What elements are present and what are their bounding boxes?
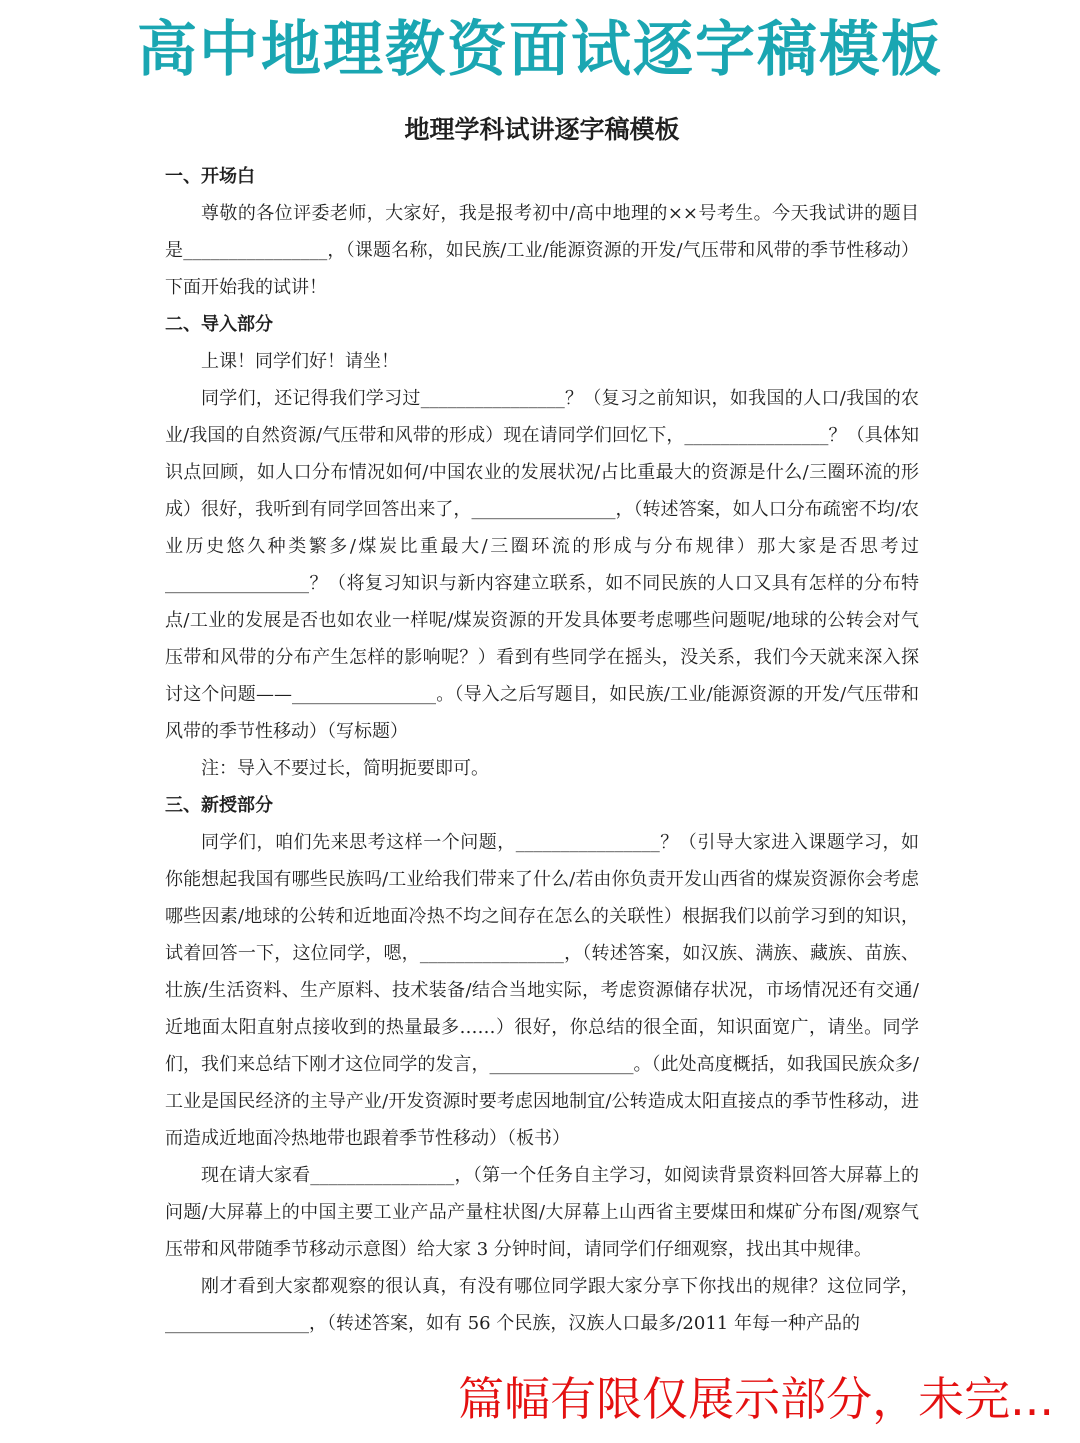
- section-heading: 一、开场白: [165, 166, 255, 187]
- paragraph: 刚才看到大家都观察的很认真，有没有哪位同学跟大家分享下你找出的规律？这位同学，________________，（转述答案，如有 56 个民族，汉族人口最多/2011 年每一种产品的: [165, 1276, 919, 1334]
- paragraph: 同学们，还记得我们学习过________________？（复习之前知识，如我国的人口/我国的农业/我国的自然资源/气压带和风带的形成）现在请同学们回忆下，________________？（具体知识点回顾，如人口分布情况如何/中国农业的发展状况/占比重最大的资源是什么/三圈环流的形成）很好，我听到有同学回答出来了，________________，（转述答案，如人口分布疏密不均/农业历史悠久种类繁多/煤炭比重最大/三圈环流的形成与分布规律）那大家是否思考过________________？（将复习知识与新内容建立联系，如不同民族的人口又具有怎样的分布特点/工业的发展是否也如农业一样呢/煤炭资源的开发具体要考虑哪些问题呢/地球的公转会对气压带和风带的分布产生怎样的影响呢？）看到有些同学在摇头，没关系，我们今天就来深入探讨这个问题——________________。（导入之后写题目，如民族/工业/能源资源的开发/气压带和风带的季节性移动）（写标题）: [165, 388, 919, 742]
- section-opening: [165, 158, 919, 306]
- section-introduction: [165, 306, 919, 787]
- section-heading: 三、新授部分: [165, 795, 273, 816]
- paragraph: 同学们，咱们先来思考这样一个问题，________________？（引导大家进入课题学习，如你能想起我国有哪些民族吗/工业给我们带来了什么/若由你负责开发山西省的煤炭资源你会考虑哪些因素/地球的公转和近地面冷热不均之间存在怎么的关联性）根据我们以前学习到的知识，试着回答一下，这位同学，嗯，________________，（转述答案，如汉族、满族、藏族、苗族、壮族/生活资料、生产原料、技术装备/结合当地实际，考虑资源储存状况，市场情况还有交通/近地面太阳直射点接收到的热量最多……）很好，你总结的很全面，知识面宽广，请坐。同学们，我们来总结下刚才这位同学的发言，________________。（此处高度概括，如我国民族众多/工业是国民经济的主导产业/开发资源时要考虑因地制宜/公转造成太阳直接点的季节性移动，进而造成近地面冷热地带也跟着季节性移动）（板书）: [165, 832, 919, 1149]
- paragraph: 尊敬的各位评委老师，大家好，我是报考初中/高中地理的××号考生。今天我试讲的题目是________________，（课题名称，如民族/工业/能源资源的开发/气压带和风带的季节性移动）下面开始我的试讲！: [165, 203, 919, 298]
- banner-title: 高中地理教资面试逐字稿模板: [137, 15, 943, 85]
- paragraph-note: 注：导入不要过长，简明扼要即可。: [201, 758, 489, 779]
- document-body: [165, 108, 919, 1342]
- section-heading: 二、导入部分: [165, 314, 273, 335]
- paragraph: 上课！同学们好！请坐！: [201, 351, 399, 372]
- section-new-teaching: [165, 787, 919, 1342]
- document-title: 地理学科试讲逐字稿模板: [404, 115, 680, 144]
- paragraph: 现在请大家看________________，（第一个任务自主学习，如阅读背景资料回答大屏幕上的问题/大屏幕上的中国主要工业产品产量柱状图/大屏幕上山西省主要煤田和煤矿分布图/观察气压带和风带随季节移动示意图）给大家 3 分钟时间，请同学们仔细观察，找出其中规律。: [165, 1165, 919, 1260]
- truncation-notice: 篇幅有限仅展示部分，未完...: [454, 1369, 1058, 1429]
